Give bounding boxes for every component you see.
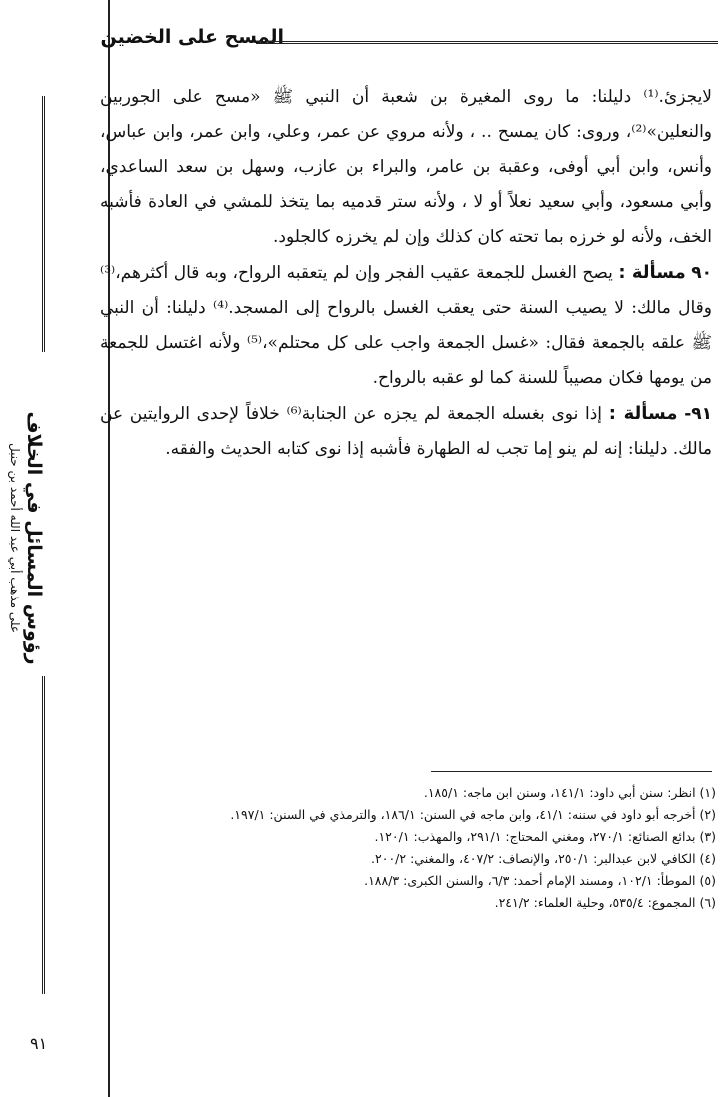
footnote: (١) انظر: سنن أبي داود: ١٤١/١، وسنن ابن ماجه: ١٨٥/١. — [423, 785, 716, 800]
footnote: (٤) الكافي لابن عبدالبر: ٢٥٠/١، والإنصاف: ٤٠٧/٢، والمغني: ٢٠٠/٢. — [371, 851, 716, 866]
side-title-rotor — [7, 411, 45, 664]
issue-label: مسألة : — [608, 403, 678, 424]
header-rule — [256, 41, 718, 44]
issue-label: مسألة : — [618, 262, 686, 283]
footnotes — [110, 782, 716, 914]
side-running-title — [8, 362, 44, 714]
footnote: (٢) أخرجه أبو داود في سننه: ٤١/١، وابن ماجه في السنن: ١٨٦/١، والترمذي في السنن: ١٩٧/١. — [230, 807, 716, 822]
side-title-sub: على مذهب أبي عبد الله أحمد بن حنبل — [8, 442, 22, 634]
main-text — [100, 80, 712, 467]
side-title-main: رؤوس المسائل في الخلاف — [23, 411, 45, 665]
footnote: (٦) المجموع: ٥٣٥/٤، وحلية العلماء: ٢٤١/٢. — [494, 895, 716, 910]
issue-91 — [100, 396, 712, 467]
footnote: (٣) بدائع الصنائع: ٢٧٠/١، ومغني المحتاج: ٢٩١/١، والمهذب: ١٢٠/١. — [374, 829, 716, 844]
footnote: (٥) الموطأ: ١٠٢/١، ومسند الإمام أحمد: ٦/٣، والسنن الكبرى: ١٨٨/٣. — [364, 873, 716, 888]
issue-number: ٩٠ — [691, 263, 713, 283]
issue-text: إذا نوى بغسله الجمعة لم يجزه عن الجنابة⁽⁶⁾ خلافاً لإحدى الروايتين عن مالك. دليلنا: إنه لم ينو إما تجب له الطهارة فأشبه إذا نوى كتابه الحديث والفقه. — [100, 404, 712, 459]
issue-90 — [100, 255, 712, 396]
footnote-separator — [431, 771, 712, 772]
issue-text: يصح الغسل للجمعة عقيب الفجر وإن لم يتعقبه الرواح، وبه قال أكثرهم،⁽³⁾ وقال مالك: لا يصيب السنة حتى يعقب الغسل بالرواح إلى المسجد.⁽⁴⁾ دليلنا: أن النبي ﷺ علقه بالجمعة فقال: «غسل الجمعة واجب على كل محتلم»،⁽⁵⁾ ولأنه اغتسل للجمعة من يومها فكان مصيباً للسنة كما لو عقبه بالرواح. — [100, 263, 712, 388]
side-rule-bottom — [42, 676, 45, 994]
issue-number: ٩١- — [684, 404, 713, 424]
side-rule-top — [42, 96, 45, 352]
running-header-title: المسح على الخضين — [100, 26, 284, 48]
paragraph-continued: لايجزئ.⁽¹⁾ دليلنا: ما روى المغيرة بن شعبة أن النبي ﷺ «مسح على الجوربين والنعلين»⁽²⁾، وروى: كان يمسح .. ، ولأنه مروي عن عمر، وعلي، وابن عمر، وابن عباس، وأنس، وابن أبي أوفى، وعقبة بن عامر، والبراء بن عازب، وسهل بن سعد الساعدي، وأبي مسعود، وأبي سعيد نعلاً أو لا ، ولأنه ستر قدميه بما يتخذ للمشي في العادة فأشبه الخف، ولأنه لو خرزه بما تحته كان كذلك وإن لم يخرزه كالجلود. — [100, 87, 712, 247]
page-number: ٩١ — [30, 1034, 48, 1053]
